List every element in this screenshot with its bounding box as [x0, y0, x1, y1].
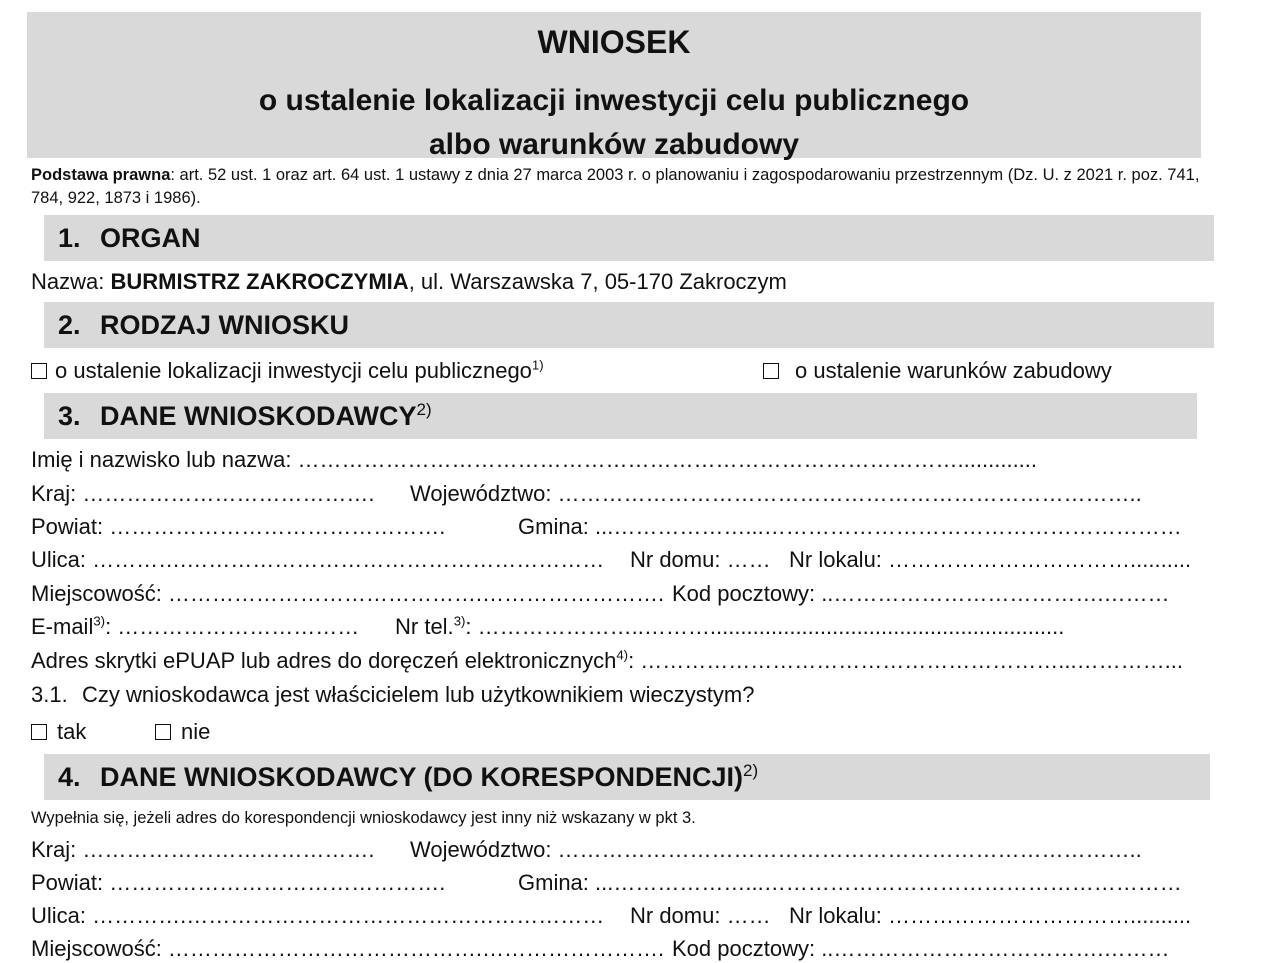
form-subtitle-line2: albo warunków zabudowy — [428, 128, 800, 161]
form-header — [27, 12, 1201, 161]
email-footnote: 3) — [93, 613, 106, 629]
correspondence-street-field[interactable]: Ulica: ………….………………………………………………… — [31, 903, 605, 928]
applicant-house-no-field[interactable]: Nr domu: …… — [630, 547, 771, 572]
option-1-footnote: 1) — [531, 357, 544, 373]
applicant-street-field[interactable]: Ulica: ………….………………………………………………… — [31, 547, 605, 572]
section-3-title: DANE WNIOSKODAWCY — [100, 401, 417, 431]
answer-yes-option[interactable] — [31, 718, 86, 746]
request-type-option-2[interactable] — [763, 357, 1112, 385]
section-4-title: DANE WNIOSKODAWCY (DO KORESPONDENCJI) — [100, 762, 744, 792]
form-title: WNIOSEK — [537, 24, 691, 60]
section-4-note: Wypełnia się, jeżeli adres do korespondencji wnioskodawcy jest inny niż wskazany w pkt 3. — [31, 809, 696, 827]
section-3-number: 3. — [58, 401, 81, 431]
correspondence-country-field[interactable]: Kraj: …………………………………. — [31, 837, 375, 862]
form-subtitle-line1: o ustalenie lokalizacji inwestycji celu publicznego — [258, 84, 970, 117]
section-1-header — [44, 215, 1214, 261]
correspondence-city-field[interactable]: Miejscowość: …………………………………….……………………. — [31, 936, 665, 961]
email-label: E-mail — [31, 614, 94, 639]
phone-dots: : …………………..……….......................................................... — [465, 614, 1065, 639]
section-2-number: 2. — [58, 310, 81, 340]
correspondence-postal-code-field[interactable]: Kod pocztowy: ..……………………………….……… — [672, 936, 1170, 961]
checkbox-building-conditions[interactable] — [763, 363, 779, 379]
legal-basis — [31, 164, 1203, 210]
correspondence-county-field[interactable]: Powiat: ………………………………………. — [31, 870, 446, 895]
organ-address: , ul. Warszawska 7, 05-170 Zakroczym — [408, 269, 787, 294]
applicant-county-field[interactable]: Powiat: ………………………………………. — [31, 514, 446, 539]
phone-label: Nr tel. — [395, 614, 454, 639]
section-2-title: RODZAJ WNIOSKU — [100, 310, 349, 340]
applicant-email-field[interactable] — [31, 613, 359, 641]
legal-basis-text: : art. 52 ust. 1 oraz art. 64 ust. 1 ustawy z dnia 27 marca 2003 r. o planowaniu i zagospodarowaniu przestrzennym (Dz. U. z 2021 r. poz. 741, 784, 922, 1873 i 1986). — [31, 166, 1200, 207]
checkbox-no[interactable] — [155, 724, 171, 740]
option-2-label: o ustalenie warunków zabudowy — [795, 358, 1112, 383]
section-2-header — [44, 302, 1214, 348]
applicant-flat-no-field[interactable]: Nr lokalu: …………………………….......... — [789, 547, 1192, 572]
checkbox-public-investment[interactable] — [31, 363, 47, 379]
applicant-voivodeship-field[interactable]: Województwo: …………………………………………………………………….. — [410, 481, 1142, 506]
applicant-country-field[interactable]: Kraj: …………………………………. — [31, 481, 375, 506]
question-3-1-number: 3.1. — [31, 682, 68, 707]
section-4-header — [44, 754, 1210, 800]
epuap-dots: : …………………………………………………...…………... — [628, 648, 1183, 673]
checkbox-yes[interactable] — [31, 724, 47, 740]
answer-yes-label: tak — [57, 719, 87, 744]
section-1-title: ORGAN — [100, 223, 201, 253]
organ-line — [31, 268, 787, 296]
answer-no-option[interactable] — [155, 718, 210, 746]
legal-basis-label: Podstawa prawna — [31, 166, 171, 184]
applicant-postal-code-field[interactable]: Kod pocztowy: ..……………………………….……… — [672, 581, 1170, 606]
section-4-number: 4. — [58, 762, 81, 792]
organ-name-label: Nazwa: — [31, 269, 111, 294]
section-3-header — [44, 393, 1197, 439]
section-1-number: 1. — [58, 223, 81, 253]
email-dots: : …………………………… — [105, 614, 360, 639]
phone-footnote: 3) — [453, 613, 466, 629]
correspondence-house-no-field[interactable]: Nr domu: …… — [630, 903, 771, 928]
applicant-phone-field[interactable] — [395, 613, 1064, 641]
section-3-footnote: 2) — [416, 400, 432, 419]
section-4-footnote: 2) — [743, 761, 759, 780]
applicant-city-field[interactable]: Miejscowość: …………………………………….……………………. — [31, 581, 665, 606]
question-3-1 — [31, 681, 754, 709]
applicant-commune-field[interactable]: Gmina: ...………………...………………………………………………… — [518, 514, 1182, 539]
request-type-option-1[interactable] — [31, 357, 544, 385]
correspondence-voivodeship-field[interactable]: Województwo: …………………………………………………………………….. — [410, 837, 1142, 862]
epuap-footnote: 4) — [616, 647, 629, 663]
question-3-1-text: Czy wnioskodawca jest właścicielem lub użytkownikiem wieczystym? — [82, 682, 755, 707]
answer-no-label: nie — [181, 719, 211, 744]
correspondence-commune-field[interactable]: Gmina: ...………………...………………………………………………… — [518, 870, 1182, 895]
applicant-name-field[interactable]: Imię i nazwisko lub nazwa: ………………………………………………………………………………............. — [31, 447, 1038, 472]
epuap-label: Adres skrytki ePUAP lub adres do doręczeń elektronicznych — [31, 648, 617, 673]
applicant-epuap-field[interactable] — [31, 647, 1183, 675]
option-1-label: o ustalenie lokalizacji inwestycji celu publicznego — [55, 358, 532, 383]
correspondence-flat-no-field[interactable]: Nr lokalu: …………………………….......... — [789, 903, 1192, 928]
organ-name-value: BURMISTRZ ZAKROCZYMIA — [110, 269, 409, 294]
